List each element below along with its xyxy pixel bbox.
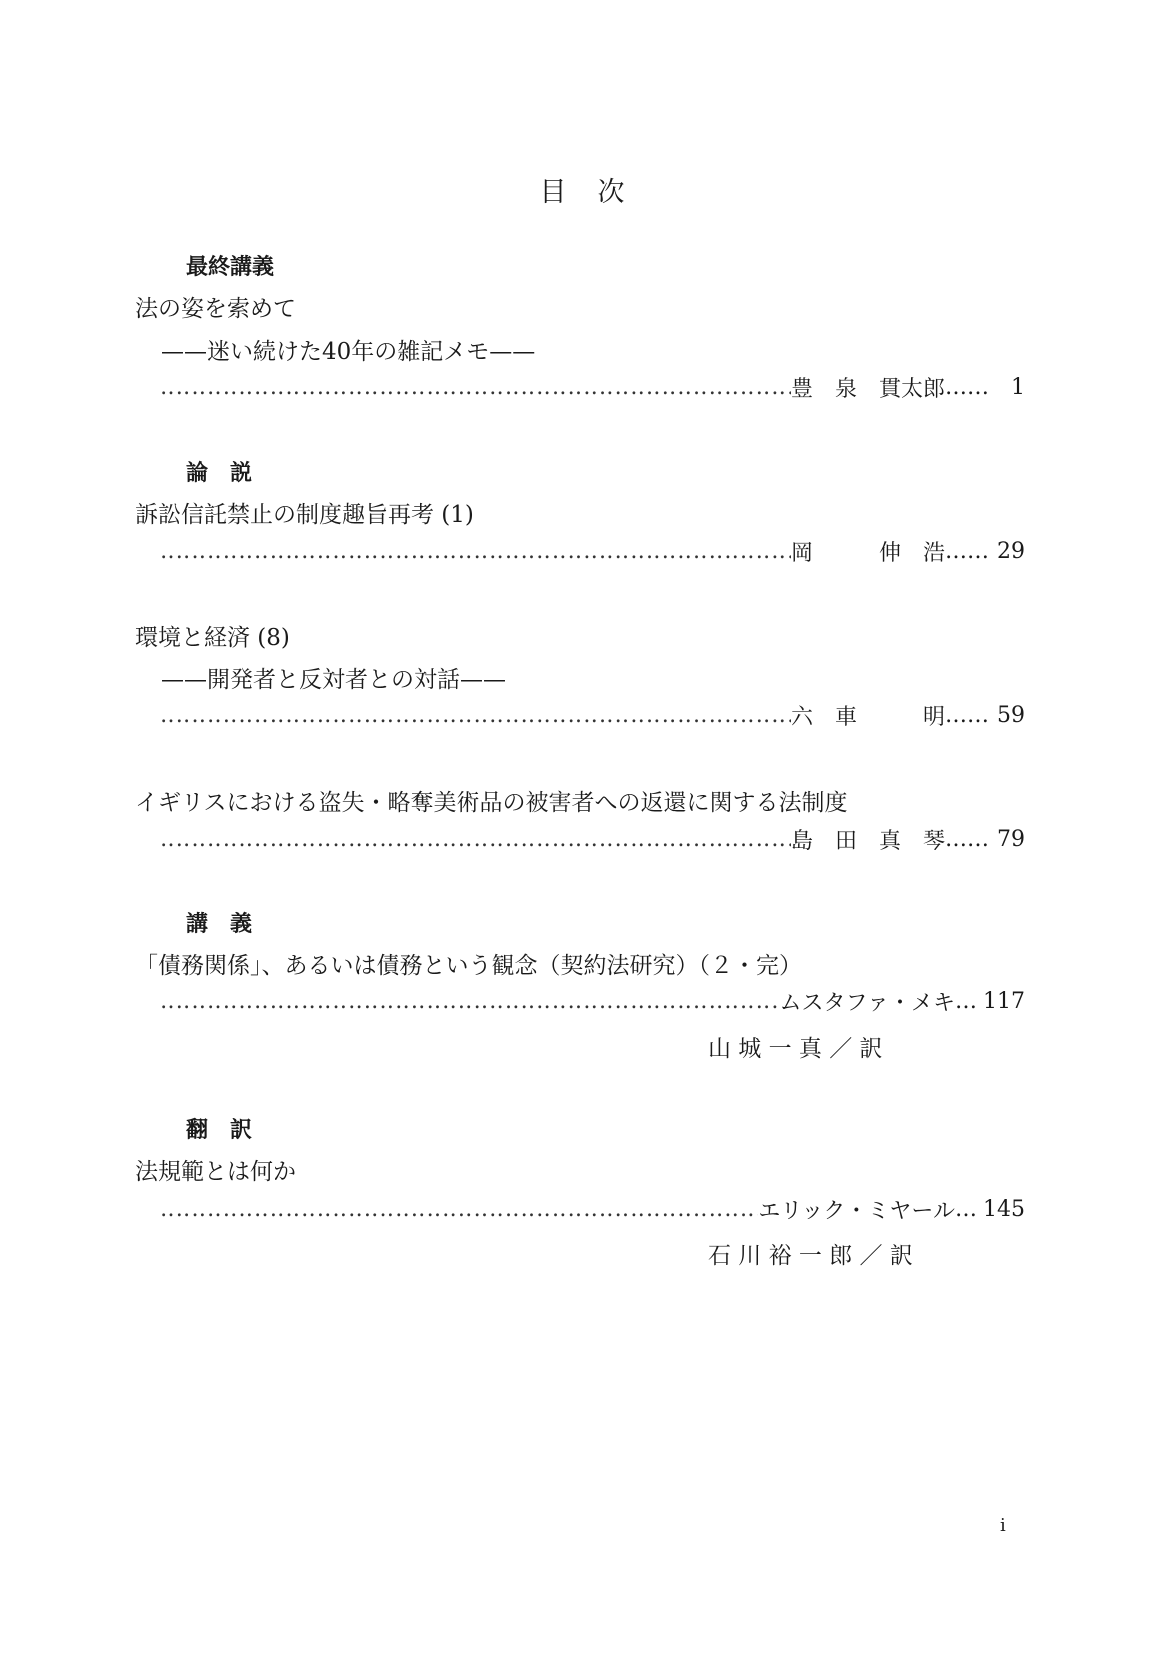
leader-dots — [160, 375, 791, 400]
entry-subtitle: ——開発者と反対者との対話—— — [161, 667, 506, 693]
entry-title: 環境と経済 (8) — [135, 625, 290, 651]
entry-title: 訴訟信託禁止の制度趣旨再考 (1) — [135, 502, 474, 528]
section-heading-kogi: 講 義 — [186, 912, 253, 937]
toc-entry-line[interactable] — [160, 823, 1025, 855]
entry-subtitle: ——迷い続けた40年の雑記メモ—— — [161, 339, 536, 365]
leader-dots-tail: …… — [945, 702, 989, 728]
entry-translator: 山 城 一 真 ／ 訳 — [708, 1036, 883, 1062]
entry-page: 29 — [997, 538, 1025, 564]
toc-entry-line[interactable] — [160, 371, 1025, 403]
entry-page: 1 — [1011, 374, 1025, 400]
toc-entry-line[interactable] — [160, 1193, 1025, 1225]
leader-dots — [160, 539, 791, 564]
entry-page: 145 — [983, 1196, 1025, 1222]
leader-dots-tail: …… — [945, 826, 989, 852]
entry-page: 117 — [983, 988, 1025, 1014]
entry-author: 岡 伸 浩 — [790, 540, 945, 566]
entry-author: エリック・ミヤール — [758, 1198, 955, 1224]
leader-dots-tail: … — [955, 988, 977, 1014]
section-heading-honyaku: 翻 訳 — [186, 1118, 253, 1143]
leader-dots-tail: …… — [945, 538, 989, 564]
entry-author: 島 田 真 琴 — [790, 828, 945, 854]
toc-title: 目 次 — [539, 177, 627, 208]
entry-page: 59 — [997, 702, 1025, 728]
leader-dots-tail: … — [955, 1196, 977, 1222]
leader-dots — [160, 989, 779, 1014]
toc-entry-line[interactable] — [160, 535, 1025, 567]
section-heading-ronsetsu: 論 説 — [186, 461, 253, 486]
entry-title: 法の姿を索めて — [135, 296, 296, 322]
entry-translator: 石 川 裕 一 郎 ／ 訳 — [708, 1243, 913, 1269]
entry-page: 79 — [997, 826, 1025, 852]
leader-dots — [160, 827, 791, 852]
entry-author: ムスタファ・メキ — [779, 990, 955, 1016]
page-folio: i — [1000, 1515, 1006, 1536]
toc-entry-line[interactable] — [160, 699, 1025, 731]
toc-entry-line[interactable] — [160, 985, 1025, 1017]
section-heading-final-lecture: 最終講義 — [186, 255, 275, 280]
leader-dots — [160, 703, 791, 728]
entry-title: 法規範とは何か — [135, 1159, 296, 1185]
entry-title: イギリスにおける盗失・略奪美術品の被害者への返還に関する法制度 — [135, 790, 848, 816]
entry-author: 豊 泉 貫太郎 — [790, 376, 945, 402]
leader-dots — [160, 1197, 758, 1222]
leader-dots-tail: …… — [945, 374, 989, 400]
entry-author: 六 車 明 — [790, 704, 945, 730]
entry-title: 「債務関係」、あるいは債務という観念（契約法研究）（２・完） — [135, 953, 802, 979]
